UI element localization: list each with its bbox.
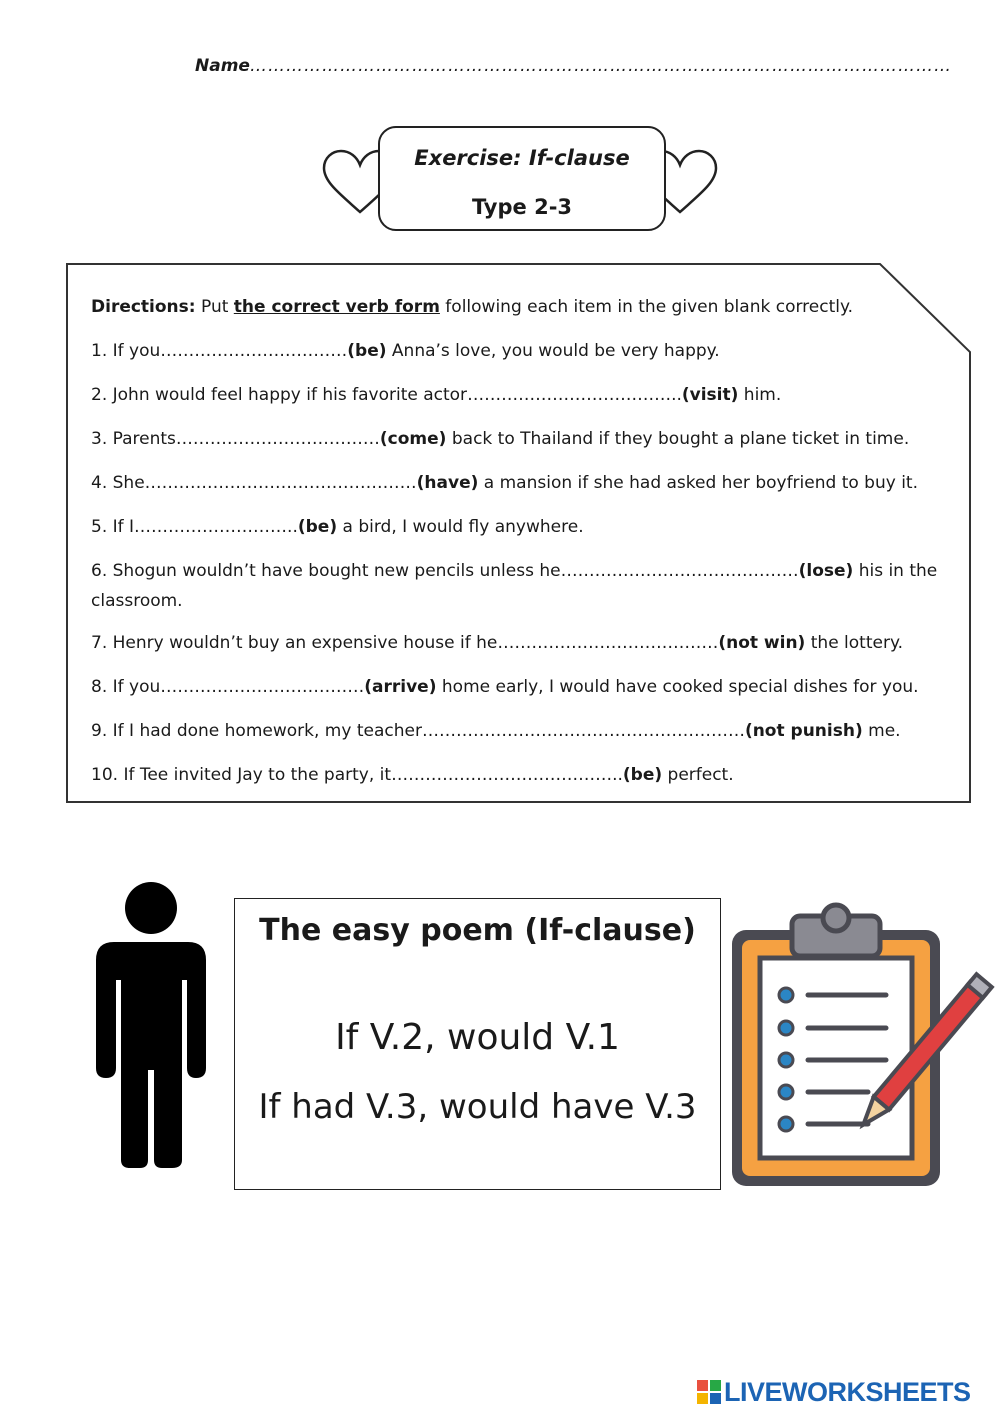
answer-blank[interactable]: …………………………… [160, 341, 348, 361]
exercise-item-8: 8. If you………………………………(arrive) home early, I would have cooked special dishes for you. [91, 677, 919, 697]
directions-label: Directions: [91, 297, 196, 317]
exercise-item-3: 3. Parents………………………………(come) back to Thailand if they bought a plane ticket in time. [91, 429, 910, 449]
answer-blank[interactable]: ………………………………… [497, 633, 719, 653]
brand-name: LIVEWORKSHEETS [724, 1376, 971, 1407]
answer-blank[interactable]: ……………………………… [160, 677, 365, 697]
exercise-item-6: 6. Shogun wouldn’t have bought new pencils unless he……………………………………(lose) his in the classroom. [91, 561, 938, 611]
answer-blank[interactable]: ……………………………… [175, 429, 380, 449]
verb-hint: (lose) [798, 561, 854, 581]
liveworksheets-logo [697, 1375, 971, 1409]
verb-hint: (not punish) [744, 721, 863, 741]
verb-hint: (have) [416, 473, 479, 493]
exercise-item-10: 10. If Tee invited Jay to the party, it…………………………………..(be) perfect. [91, 765, 734, 785]
answer-blank[interactable]: ……………………….. [134, 517, 298, 537]
exercise-list [91, 292, 951, 804]
poem-line-1: If V.2, would V.1 [335, 1017, 620, 1058]
name-label: Name [195, 56, 250, 76]
verb-hint: (come) [379, 429, 447, 449]
answer-blank[interactable]: ……………………………….. [467, 385, 682, 405]
exercise-title: Exercise: If-clause [414, 146, 630, 170]
clipboard-checklist-icon [728, 902, 978, 1192]
logo-grid-icon [697, 1380, 721, 1404]
person-icon [94, 880, 209, 1170]
verb-hint: (be) [297, 517, 338, 537]
poem-box [234, 898, 721, 1190]
name-blank[interactable]: ……………………………………………………………………………………………………… [249, 56, 952, 76]
verb-hint: (be) [347, 341, 387, 361]
directions-text: Directions: Put the correct verb form following each item in the given blank correctly. [91, 297, 854, 317]
directions-emphasis: the correct verb form [233, 297, 440, 317]
verb-hint: (not win) [718, 633, 806, 653]
verb-hint: (visit) [681, 385, 739, 405]
poem-line-2: If had V.3, would have V.3 [258, 1087, 697, 1127]
exercise-subtitle: Type 2-3 [471, 195, 573, 219]
exercise-item-7: 7. Henry wouldn’t buy an expensive house if he…………………………………(not win) the lottery. [91, 633, 903, 653]
verb-hint: (be) [622, 765, 663, 785]
answer-blank[interactable]: ………………………………….. [391, 765, 623, 785]
answer-blank[interactable]: ………………………………………… [144, 473, 417, 493]
poem-title: The easy poem (If-clause) [259, 913, 696, 948]
verb-hint: (arrive) [364, 677, 437, 697]
exercise-item-4: 4. She…………………………………………(have) a mansion if she had asked her boyfriend to buy it. [91, 473, 918, 493]
answer-blank[interactable]: ………………………………………………… [421, 721, 745, 741]
exercise-item-9: 9. If I had done homework, my teacher…………………………………………………(not punish) me. [91, 721, 901, 741]
answer-blank[interactable]: …………………………………… [560, 561, 799, 581]
exercise-item-5: 5. If I………………………..(be) a bird, I would fly anywhere. [91, 517, 584, 537]
exercise-item-1: 1. If you……………………………(be) Anna’s love, you would be very happy. [91, 341, 720, 361]
exercise-item-2: 2. John would feel happy if his favorite actor………………………………..(visit) him. [91, 385, 782, 405]
